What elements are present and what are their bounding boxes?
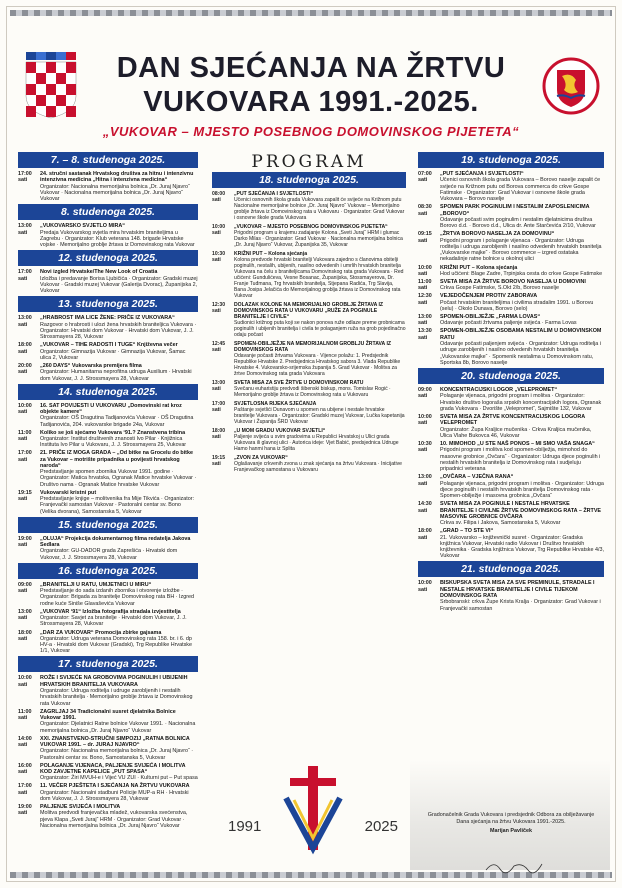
event-title: XXI. ZNANSTVENO-STRUČNI SIMPOZIJ „RATNA BOLNICA VUKOVAR 1991. – dr. JURAJ NJAVRO“ <box>40 735 190 749</box>
event-time: 13:00 sati <box>18 223 32 236</box>
event-text <box>440 501 604 526</box>
event-title: Koliko se još sjećamo Vukovara ‘91.? Znanstvena tribina <box>40 429 186 436</box>
event-time: 09:00 sati <box>418 386 432 400</box>
memorial-logo <box>228 760 398 856</box>
event-detail: Organizator: Djelatnici Ratne bolnice Vukovar 1991. · Nacionalna memorijalna bolnica „Dr. Juraj Njavro“ Vukovar <box>40 721 196 734</box>
program-event <box>418 580 604 611</box>
program-event <box>418 501 604 526</box>
event-text <box>234 455 406 473</box>
event-time: 10:00 sati <box>418 264 432 277</box>
event-title: BISKUPSKA SVETA MISA ZA SVE PREMINULE, STRADALE I NESTALE HRVATSKE BRANITELJE I CIVILE TIJEKOM DOMOVINSKOG RATA <box>440 580 595 600</box>
event-detail: Prigodni program i molitva kod spomen-obilježja, mimohod do masovne grobnice „Ovčara“ · Organizator: Udruga djece poginulih i nestalih hrvatskih branitelja iz Domovinskog rata i sudjeluju pripadnici veterana <box>440 447 601 473</box>
event-time: 07:00 sati <box>418 171 432 184</box>
event-text <box>40 171 198 202</box>
event-detail: Organizator: Gimnazija Vukovar · Gimnazija Vukovar, Šamac ulica 2, Vukovar <box>40 348 186 361</box>
memorial-cross-icon <box>228 760 398 856</box>
date-header: 19. studenoga 2025. <box>418 152 604 168</box>
program-event <box>18 450 198 488</box>
event-title: „PUT SJEĆANJA I SVJETLOSTI“ <box>234 191 314 197</box>
event-time: 10:00 sati <box>18 402 32 415</box>
event-title: „DAR ZA VUKOVAR“ Promocija zbirke gajsama <box>40 629 162 636</box>
event-time: 17:00 sati <box>18 783 32 796</box>
event-time: 18:00 sati <box>18 342 32 355</box>
event-time: 13:00 sati <box>418 314 432 327</box>
event-text <box>40 675 198 706</box>
event-time: 14:30 sati <box>418 501 432 514</box>
event-detail: Organizator: Nacionalna memorijalna bolnica „Dr. Juraj Njavro“ Vukovar · Nacionalna memorijalna bolnica „Dr. Juraj Njavro“ Vukovar <box>40 183 190 203</box>
event-text <box>440 441 604 472</box>
event-time: 10:00 sati <box>418 580 432 593</box>
event-text <box>440 231 604 262</box>
event-title: ROŽE I SVIJEĆE NA GROBOVIMA POGINULIH I UBIJENIH HRVATSKIH BRANITELJA VUKOVARA <box>40 675 188 688</box>
event-text <box>440 265 604 278</box>
event-time: 14:00 sati <box>18 735 32 749</box>
decorative-band-top <box>10 10 612 16</box>
event-detail: Organizator: Institut društvenih znanosti Ivo Pilar · Knjižnica Instituta Ivo Pilar u Vukovaru, J. J. Strossmayera 25, Vukovar <box>40 435 187 449</box>
event-title: KRIŽNI PUT – Kolona sjećanja <box>234 251 308 257</box>
event-title: „ŽRTVA BOROVO NASELJA ZA DOMOVINU“ <box>440 231 555 238</box>
event-text <box>440 204 604 229</box>
event-title: „OLUJA“ Projekcija dokumentarnog filma redatelja Jakova Sedlara <box>40 535 191 549</box>
signature-icon <box>484 860 544 874</box>
event-title: „VUKOVARSKO SVJETLO MIRA“ <box>40 223 125 230</box>
signatory-name: Marijan Pavliček <box>490 828 532 834</box>
event-title: „OVČARA – VJEČNA RANA“ <box>440 474 514 481</box>
event-detail: Organizator: Župa Kraljice mučenika · Crkva Kraljica mučenika, Ulica Vlahe Bukovca 46, Vukovar <box>440 426 592 439</box>
event-detail: Molitva predvodi franjevačka mladež, vukovarska svećenstva, pjeva Klapa „Sveti Juraj“ HRM · Organizator: Grad Vukovar · Nacionalna memorijalna bolnica „Dr. Juraj Njavro“ Vukovar <box>40 810 188 829</box>
event-time: 09:00 sati <box>18 581 32 595</box>
program-event <box>212 251 406 299</box>
event-text <box>40 736 198 761</box>
event-text <box>440 580 604 611</box>
event-time: 10:00 sati <box>418 413 432 427</box>
event-title: SPOMEN-OBILJEŽJE „FARMA LOVAS“ <box>440 314 541 321</box>
program-event <box>212 455 406 473</box>
footer <box>424 812 598 835</box>
event-detail: Organizator: Udruga roditelja i udruge zarobljenih i nestalih hrvatskih branitelja · Memorijalno groblje žrtava iz Domovinskog rata Vukovar <box>40 688 193 707</box>
event-text <box>40 450 198 488</box>
date-header: 12. studenoga 2025. <box>18 250 198 266</box>
event-title: 10. MIMOHOD „U STE NAŠ PONOS – MI SMO VAŠA SNAGA“ <box>440 440 595 447</box>
program-event <box>212 224 406 248</box>
event-time: 18:00 sati <box>18 629 32 642</box>
event-detail: Paljenje svijeća u svim gradovima u Republici Hrvatskoj u Ulici grada Vukovara ili glavnoj ulici · Autorica ideje: Vjet Babić, predsjednica Udruge Hamo hanmi hana iz Splita <box>234 434 399 452</box>
program-event <box>18 709 198 734</box>
event-detail: Učenici osnovnih škola grada Vukovara – Borovo naselje zapalit će svijeće na Križnom putu od Borova commerca do crkve Gospe Fatimske · Organizator: Grad Vukovar i osnovne škole grada Vukovara – Borovo naselje <box>440 177 601 203</box>
date-header: 15. studenoga 2025. <box>18 517 198 533</box>
event-text <box>440 474 604 499</box>
event-detail: Crkva Gospe Fatimske, S.Okt 2/b, Borovo naselje <box>440 285 559 292</box>
event-text <box>440 314 604 327</box>
event-text <box>234 401 406 425</box>
event-text <box>234 380 406 398</box>
event-text <box>40 536 198 561</box>
event-text <box>440 414 604 439</box>
program-event <box>418 231 604 262</box>
event-detail: Predaja Vukovarskog svjetla mira hrvatskim braniteljima u Zagrebu · Organizator: Klub veterana 148. brigade Hrvatske vojske · Memorijalno groblje žrtava iz Domovinskog rata Vukovar <box>40 229 195 249</box>
program-label: PROGRAM <box>251 152 367 172</box>
event-title: „VUKOVAR ‘91“ Izložba fotografija stradala izvjestitelja <box>40 608 181 615</box>
event-detail: Organizator: Humanitarna neprofitna udruga Auxilium · Hrvatski dom Vukovar, J. J. Strossmayera 28, Vukovar <box>40 369 192 382</box>
event-text <box>40 783 198 802</box>
event-time: 17:00 sati <box>18 450 32 463</box>
program-event <box>18 675 198 706</box>
date-header: 8. studenoga 2025. <box>18 204 198 220</box>
event-time: 12:45 sati <box>212 341 226 353</box>
event-text <box>440 528 604 559</box>
event-time: 09:15 sati <box>418 231 432 244</box>
event-time: 18:00 sati <box>212 428 226 440</box>
event-detail: Srbobranski: crkva Župe Krista Kralja · Organizator: Grad Vukovar i Franjevački samostan <box>440 599 601 612</box>
program-event <box>418 293 604 312</box>
event-title: Vukovarski kristni put <box>40 489 97 496</box>
event-detail: Sudionici križnog puta koji se nakon ponova ruže odlaze preme grobnicama poginulih i ubijenih branitelja i civila te polaganjem ruža na grob pojedinačno odaju počast <box>234 320 406 338</box>
event-text <box>40 709 198 734</box>
event-title: „VUKOVAR – TIHE RADOSTI I TUGE“ Književna večer <box>40 342 178 349</box>
event-text <box>40 804 198 829</box>
event-detail: Predstavljanje spomen zbornika Vukovar 1991. godine · Organizator: Matica hrvatska, Ogranak Matice hrvatske Vukovar · Društvo nama · Ogranak Matice hrvatske Vukovar <box>40 469 197 488</box>
event-detail: Predstavljanje do sada izdanih zbornika i otvorenje izložbe · Organizator: Brigada za branitelje Domovinskog rata BH · Izgred rodne kuće Siniše Glavaševića Vukovar <box>40 588 195 607</box>
event-detail: Organizator: GU-DADOR grada Zaprešića · Hrvatski dom Vukovar, J. J. Strossmayera 28, Vukovar <box>40 548 178 561</box>
program-event <box>418 474 604 499</box>
event-time: 19:15 sati <box>18 489 32 503</box>
event-text <box>40 763 198 782</box>
program-event <box>212 341 406 377</box>
event-time: 10:30 sati <box>212 251 226 263</box>
program-event <box>18 223 198 248</box>
event-detail: Paštanje svjetlići Dunavom u spomen na ubijene i nestale hrvatske branitelje Vukovara · Organizator: Gradski muzej Vukovar, Lučka kapetanija Vukovar i Županija ŠRD Vukovar <box>234 407 405 425</box>
event-title: „260 DAYS“ Vukovarska premijera filma <box>40 362 142 369</box>
event-title: PALJENJE SVIJEĆA I MOLITVA <box>40 804 121 811</box>
middle-events <box>212 191 406 473</box>
event-detail: Organizator: Žiri MVUH-e i Vijeć VU ZUI · Kulturni put – Put spasa <box>40 775 198 782</box>
event-time: 10:00 sati <box>212 224 226 236</box>
event-title: VEJEDOČENJEM PROTIV ZABORAVA <box>440 293 538 300</box>
event-detail: Organizator: Udruga veterana Domovinskog rata 158. br. i 6. dp HV-a · Hrvatski dom Vukovar (Gradski), Trg Republike Hrvatske 1/1, Vukovar <box>40 635 192 655</box>
date-header: 20. studenoga 2025. <box>418 368 604 384</box>
event-time: 08:00 sati <box>212 191 226 203</box>
event-detail: Polaganje vijenaca, prigodni program i molitva · Organizator: Hrvatsko društvo logoraša srpskih koncentracijskih logora, Ogranak grada Vukovara · Dvorište „Velepromet“, Sajmište 132, Vukovar <box>440 393 602 412</box>
program-event <box>212 302 406 338</box>
program-event <box>18 363 198 382</box>
event-detail: Oglašavanje crkvenih zvona u znak sjećanja na žrtvu Vukovara · Inicijative Franjevačkog samostana u Vukovaru <box>234 461 402 473</box>
event-time: 20:00 sati <box>18 362 32 376</box>
program-event <box>418 441 604 472</box>
event-detail: Organizator: OŠ Dragutina Tadijanovića Vukovar · OŠ Dragutina Tadijanovića, 204. vukovarske brigade 24a, Vukovar <box>40 415 194 428</box>
program-event <box>18 804 198 829</box>
event-text <box>234 341 406 377</box>
event-title: 16. SAT POVIJESTI U VUKOVARU „Domovinski rat kroz objekte kamere“ <box>40 402 182 415</box>
event-time: 19:00 sati <box>18 804 32 817</box>
event-text <box>234 224 406 248</box>
page-subtitle: „VUKOVAR – MJESTO POSEBNOG DOMOVINSKOG PIJETETA“ <box>102 124 520 139</box>
logo-year-right: 2025 <box>364 818 398 835</box>
event-detail: Izložba i predavanje Borisa Ljubičića · Organizator: Gradski muzej Vukovar · Gradski muzej Vukovar (Galerija Dvorac), Županijska 2, Vukovar <box>40 275 198 295</box>
event-title: „BRANITELJI U RATU, UMJETNICI U MIRU“ <box>40 581 152 588</box>
event-detail: Organizator: Nacionalna memorijalna bolnica „Dr. Juraj Njavro“ · Pastoralni centar sv. Bono, Samostanska 5, Vukovar <box>40 748 194 761</box>
program-event <box>18 342 198 361</box>
program-event <box>418 171 604 202</box>
event-time: 19:00 sati <box>18 535 32 549</box>
event-title: SVETA MISA ZA ŽRTVE BOROVO NASELJA U DOMOVINI <box>440 278 586 285</box>
program-event <box>18 490 198 515</box>
program-event <box>212 380 406 398</box>
date-header: 7. – 8. studenoga 2025. <box>18 152 198 168</box>
event-title: Novi izgled Hrvatske/The New Look of Croatia <box>40 269 158 276</box>
program-event <box>18 536 198 561</box>
event-detail: Počast hrvatskim braniteljima i civilima stradalim 1991. u Borovu (selu) · Okolo Dunava, Borovo (selo) <box>440 299 594 312</box>
event-time: 12:30 sati <box>418 293 432 306</box>
event-text <box>440 328 604 366</box>
program-event <box>418 204 604 229</box>
event-title: SPOMEN PARK POGINULIM I NESTALIM ZAPOSLENICIMA „BOROVO“ <box>440 204 590 217</box>
event-detail: Organizator: Savjet za branitelje · Hrvatski dom Vukovar, J. J. Strossmayera 28, Vukovar <box>40 615 187 628</box>
program-event <box>18 171 198 202</box>
date-header: 17. studenoga 2025. <box>18 656 198 672</box>
event-title: „ZVON ZA VUKOVAR“ <box>234 455 288 461</box>
event-text <box>234 191 406 221</box>
right-column <box>418 152 604 614</box>
program-event <box>212 191 406 221</box>
event-time: 13:00 sati <box>212 380 226 392</box>
program-event <box>18 630 198 655</box>
event-title: DOLAZAK KOLONE NA MEMORIJALNO GROBLJE ŽRTAVA IZ DOMOVINSKOG RATA U VUKOVARU „RUŽE ZA POGINULE BRANITELJE I CIVILE“ <box>234 302 384 320</box>
event-detail: Razgovor o hrabrosti i ulozi žena hrvatskih braniteljica Vukovara · Organizator: Hrvatski dom Vukovar · Hrvatski dom Vukovar, J. J. Strossmayera 28, Vukovar <box>40 321 197 341</box>
event-time: 08:30 sati <box>418 204 432 217</box>
event-time: 17:00 sati <box>18 269 32 282</box>
event-detail: Odavanje počasti paljenjem svijeća · Organizator: Udruga roditelja i udruge zarobljenih i nasilno odvedenih hrvatskih branitelja „Vukovarske majke“ · Spomenik nestalima u Domovinskom ratu, Sportska 8b, Borovo naselje <box>440 341 601 366</box>
program-event <box>418 528 604 559</box>
event-title: KONCENTRACIJSKI LOGOR „VELEPROMET“ <box>440 386 558 393</box>
event-text <box>40 342 198 361</box>
event-text <box>440 387 604 412</box>
event-title: „HRABROST IMA LICE ŽENE: PRIČE IZ VUKOVARA“ <box>40 315 175 322</box>
event-time: 19:15 sati <box>212 455 226 467</box>
program-event <box>418 328 604 366</box>
event-detail: Hod učićeni: Blage Zadre, Trpinjska cesta do crkve Gospe Fatimske <box>440 270 603 277</box>
page-title-line-1: DAN SJEĆANJA NA ŽRTVU <box>116 52 506 84</box>
program-event <box>18 783 198 802</box>
event-text <box>40 490 198 515</box>
event-text <box>40 269 198 294</box>
event-title: SVETA MISA ZA ŽRTVE KONCENTRACIJSKOG LOGORA VELEPROMET <box>440 413 585 427</box>
event-time: 11:00 sati <box>418 278 432 292</box>
event-title: SPOMEN-OBILJEŽJE OSOBAMA NESTALIM U DOMOVINSKOM RATU <box>440 328 602 341</box>
event-text <box>40 609 198 628</box>
event-text <box>40 363 198 382</box>
date-header: 16. studenoga 2025. <box>18 563 198 579</box>
event-time: 13:30 sati <box>418 328 432 341</box>
event-detail: Odavanje počasti žrtvama paljenje svijeća · Farma Lovas <box>440 320 577 327</box>
event-text <box>40 630 198 655</box>
event-time: 11:00 sati <box>18 429 32 442</box>
event-time: 10:00 sati <box>18 675 32 688</box>
program-event <box>418 265 604 278</box>
event-detail: Prigodni program u krajemu zadajanje Kolona „Sveti Juraj“ HRM i glumac Darko Milas · Organizator: Grad Vukovar · Nacionalna memorijalna bolnica „Dr. Juraj Njavro“ Vukovar, Županijska 35, Vukovar <box>234 230 403 248</box>
event-detail: Crkva sv. Filipa i Jakova, Samostanska 5, Vukovar <box>440 520 561 527</box>
event-detail: Prigodni program i polaganje vijenaca · Organizator: Udruga roditelja i udruga zarobljenih i nasilno odvedenih hrvatskih branitelja „Vukovarske majke“ · Borovo commerce – izgred ostataka nekadašnje ratne bolnice u okolnoj ulici <box>440 237 602 263</box>
event-title: „GRAD – TO STE VI“ <box>440 528 494 535</box>
event-time: 13:00 sati <box>18 608 32 622</box>
event-text <box>40 403 198 428</box>
event-title: SVETA MISA ZA SVE ŽRTVE U DOMOVINSKOM RATU <box>234 380 364 386</box>
event-time: 16:00 sati <box>18 762 32 776</box>
event-detail: Organizator: Nacionalni stadbuni Policije MUP-a RH · Hrvatski dom Vukovar, J. J. Strossmayera 28, Vukovar <box>40 789 189 803</box>
event-title: „VUKOVAR – MJESTO POSEBNOG DOMOVINSKOG PIJETETA“ <box>234 224 388 230</box>
event-time: 13:00 sati <box>418 474 432 487</box>
event-time: 13:00 sati <box>18 315 32 328</box>
event-time: 10:30 sati <box>418 440 432 454</box>
event-detail: Odavanje počasti žrtvama Vukovara · Vijence polažu: 1. Predsjednik Republike Hrvatske 2. Predsjednica Hrvatskog sabora 3. Vlada Republike Hrvatske 4. Vukovarsko-srijemska županija 5. Grad Vukovar · Molitva za žrtve Domovinskog rata grada Vukovara <box>234 353 401 377</box>
event-title: „PUT SJEĆANJA I SVJETLOSTI“ <box>440 171 524 177</box>
event-title: ZAGRLJAJ 34 Tradicionalni susret djelatnika Bolnice Vukovar 1991. <box>40 708 176 722</box>
event-time: 18:00 sati <box>418 528 432 541</box>
event-text <box>234 428 406 452</box>
event-time: 11:00 sati <box>18 708 32 722</box>
event-text <box>40 223 198 248</box>
event-detail: Polaganje vijenaca, prigodni program i molitva · Organizator: Udruga djece poginulih i nestalih hrvatskih branitelja Domovinskog rata · Spomen-obilježje i masovna grobnica „Ovčara“ <box>440 480 604 500</box>
event-title: „U MOM GRADU VUKOVAR SVJETLI“ <box>234 428 326 434</box>
event-title: SVJETLOSNA RIJEKA SJEĆANJA <box>234 401 317 407</box>
event-title: 11. VEČER PJEŠTETA I SJEĆANJA NA ŽRTVU VUKOVARA <box>40 783 190 790</box>
program-event <box>18 763 198 782</box>
date-header-middle: 18. studenoga 2025. <box>212 172 406 188</box>
event-title: 24. stručni sastanak Hrvatskog društva za hitnu i intenzivnu intenzivna medicina „Hitna i intenzivna medicina“ <box>40 171 194 184</box>
page-title-line-2: VUKOVARA 1991.-2025. <box>143 86 479 118</box>
program-event <box>18 736 198 761</box>
event-text <box>440 171 604 202</box>
event-text <box>40 582 198 607</box>
event-title: SPOMEN-OBILJEŽJE NA MEMORIJALNOM GROBLJU ŽRTAVA IZ DOMOVINSKOG RATA <box>234 341 391 353</box>
program-event <box>18 315 198 340</box>
middle-column <box>212 152 406 476</box>
event-time: 17:00 sati <box>18 171 32 184</box>
program-event <box>18 403 198 428</box>
event-title: 21. PRIČE IZ MOGA GRADA – „Od bitke na Grocelu do bitke za Vukovar – motrište pripadnika u povijesti hrvatskog naroda“ <box>40 450 193 469</box>
program-event <box>212 428 406 452</box>
program-event <box>18 430 198 449</box>
event-time: 12:30 sati <box>212 302 226 314</box>
event-detail: 21. Vukovarsko – književnički susret · Organizator: Gradska knjižnica Vukovar, Hrvatski radio Vukovar i Društvo hrvatskih književnika · Gradska knjižnica Vukovar, Trg Republike Hrvatske 4/3, Vukovar <box>440 534 604 560</box>
program-event <box>18 609 198 628</box>
event-detail: Predstavljanje knjige – molitvenika fra Mije Tikvića · Organizator: Franjevački samostan Vukovar · Pastoralni centar sv. Bono (Velika dvorana), Samostanska 5, Vukovar <box>40 496 194 515</box>
date-header: 14. studenoga 2025. <box>18 384 198 400</box>
event-detail: Kolona predvode hrvatski branitelji Vukovara zajedno s članovima obitelji poginulih, nestalih, ubijenih, nasilno odvedenih i umrlih hrvatskih branitelja Vukovara na čelu s braniteljicama Domovinskog rata grada Vukovara · Red učićeni: Gundulićeva, Vesne Bosanac, Županijska, Stossmayerova, Dr. Franje Tuđmana, Trg hrvatskih branitelja, Stjepana Radića, Trg Slavija, Bana Josipa Jelačića do Memorijalnog groblja žrtava iz Domovinskog rata Vukovar <box>234 257 404 299</box>
program-event <box>418 414 604 439</box>
program-event <box>418 279 604 292</box>
program-event <box>18 269 198 294</box>
event-text <box>40 315 198 340</box>
event-text <box>440 279 604 292</box>
event-detail: Svečanu euharistiju predvodi šibenski biskup, mons. Tomislav Rogić · Memorijalno groblje žrtava iz Domovinskog rata u Vukovaru <box>234 386 391 398</box>
event-title: SVETA MISA ZA POGINULE I NESTALE HRVATSKE BRANITELJE I CIVILNE ŽRTVE DOMOVINSKOG RATA – ŽRTVE MASOVNE GROBNICE OVČARA <box>440 501 602 520</box>
logo-year-left: 1991 <box>228 818 262 835</box>
event-title: KRIŽNI PUT – Kolona sjećanja <box>440 264 518 271</box>
program-event <box>418 387 604 412</box>
event-text <box>234 302 406 338</box>
footer-text: Gradonačelnik Grada Vukovara i predsjednik Odbora za obilježavanje Dana sjećanja na žrtvu Vukovara 1991.-2025. <box>427 812 595 825</box>
event-text <box>40 430 198 449</box>
program-event <box>18 582 198 607</box>
program-event <box>212 401 406 425</box>
event-title: POLAGANJE VIJENACA, PALJENJE SVIJEĆA I MOLITVA KOD ZAVJETNE KAPELICE „PUT SPASA“ <box>40 762 186 776</box>
date-header: 13. studenoga 2025. <box>18 296 198 312</box>
left-column <box>18 152 198 831</box>
event-detail: Odavanje počasti svim poginulim i nestalim djelatnicima društva Borovo d.d. · Borovo d.d., Ulica dr. Ante Starčevića 2/10, Vukovar <box>440 216 596 230</box>
program-event <box>418 314 604 327</box>
event-detail: Učenici osnovnih škola grada Vukovara zapalit će svijeće na Križnom putu Nacionalne memorijalne bolnice „Dr. Juraj Njavro“ Vukovar – Memorijalno groblje žrtava iz Domovinskog rata u Vukovaru · Organizator: Grad Vukovar i osnovne škole grada Vukovara <box>234 197 405 221</box>
event-time: 17:00 sati <box>212 401 226 413</box>
event-text <box>234 251 406 299</box>
date-header: 21. studenoga 2025. <box>418 561 604 577</box>
event-text <box>440 293 604 312</box>
